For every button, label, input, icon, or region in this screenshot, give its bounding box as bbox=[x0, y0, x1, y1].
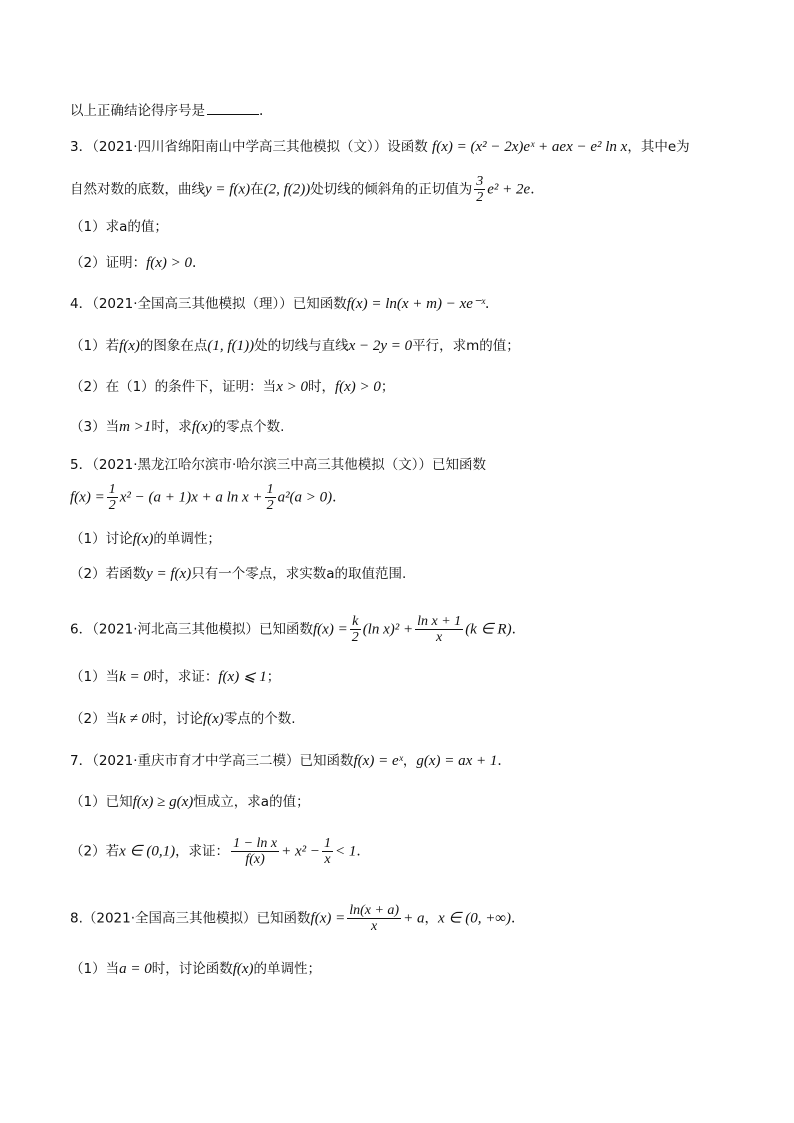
period: . bbox=[356, 843, 361, 860]
text: 时，讨论函数 bbox=[151, 961, 233, 977]
text: （2）若 bbox=[70, 843, 120, 860]
question-6-part-1 bbox=[70, 668, 734, 687]
answer-blank bbox=[207, 114, 259, 115]
denominator: f(x) bbox=[231, 851, 279, 867]
text: ； bbox=[266, 669, 281, 685]
math: a²(a > 0) bbox=[277, 489, 333, 506]
math: k ≠ 0 bbox=[119, 711, 149, 727]
numerator: 1 bbox=[266, 482, 274, 497]
math: f(x) = bbox=[310, 910, 346, 927]
math: f(x) > 0 bbox=[146, 255, 193, 271]
question-5-part-1 bbox=[70, 530, 734, 549]
numerator: 1 − ln x bbox=[233, 836, 278, 851]
question-4-source: 4．（2021·全国高三其他模拟（理））已知函数 bbox=[70, 296, 347, 312]
denominator: 2 bbox=[108, 498, 116, 514]
math: a = 0 bbox=[119, 961, 152, 977]
math: (ln x)² + bbox=[362, 621, 414, 638]
math: f(x) = bbox=[313, 621, 348, 638]
numerator: ln x + 1 bbox=[417, 614, 462, 629]
text: （1）当 bbox=[70, 961, 120, 977]
question-4-part-3 bbox=[70, 418, 734, 437]
text: （3）当 bbox=[70, 419, 120, 435]
fraction bbox=[350, 614, 361, 646]
fraction bbox=[231, 836, 279, 868]
math: (1, f(1)) bbox=[207, 338, 255, 354]
math: g(x) = ax + 1 bbox=[416, 753, 498, 769]
math: + x² − bbox=[281, 843, 321, 860]
text: 的零点个数. bbox=[212, 419, 285, 435]
math: f(x) bbox=[132, 531, 154, 547]
question-5-function bbox=[70, 482, 734, 514]
question-5-header: 5．（2021·黑龙江哈尔滨市·哈尔滨三中高三其他模拟（文））已知函数 bbox=[70, 457, 487, 473]
period: . bbox=[511, 621, 516, 638]
math: f(x) bbox=[191, 419, 213, 435]
text: 时， bbox=[307, 379, 335, 395]
fraction bbox=[347, 903, 401, 935]
text: （2）证明： bbox=[70, 255, 147, 271]
math: f(x) bbox=[232, 961, 254, 977]
text: ， bbox=[402, 753, 417, 769]
fraction bbox=[265, 482, 276, 514]
math: f(x) = bbox=[70, 489, 105, 506]
question-3-part-2 bbox=[70, 254, 734, 273]
period: . bbox=[485, 296, 490, 312]
question-6-source: 6．（2021·河北高三其他模拟）已知函数 bbox=[70, 621, 313, 638]
math: (2, f(2)) bbox=[263, 181, 311, 198]
period: . bbox=[259, 103, 264, 119]
question-8-header bbox=[70, 903, 734, 935]
question-3-source: 3．（2021·四川省绵阳南山中学高三其他模拟（文））设函数 bbox=[70, 139, 428, 155]
math: + a bbox=[403, 910, 425, 927]
question-3-function: f(x) = (x² − 2x)eˣ + aex − e² ln x bbox=[432, 139, 628, 155]
text: ； bbox=[380, 379, 395, 395]
denominator: x bbox=[347, 918, 401, 934]
period: . bbox=[332, 489, 337, 506]
fraction bbox=[474, 174, 485, 206]
numerator: ln(x + a) bbox=[349, 903, 400, 918]
denominator: 2 bbox=[476, 190, 484, 206]
text: （1）已知 bbox=[70, 794, 133, 810]
text: 恒成立，求a的值； bbox=[193, 794, 310, 810]
text: （2）当 bbox=[70, 711, 120, 727]
math: x − 2y = 0 bbox=[348, 338, 413, 354]
math: f(x) bbox=[119, 338, 140, 354]
math: x > 0 bbox=[276, 379, 308, 395]
period: . bbox=[530, 181, 535, 198]
question-3-tail: ，其中e为 bbox=[627, 139, 690, 155]
text: 的图象在点 bbox=[139, 338, 208, 354]
question-7-source: 7．（2021·重庆市育才中学高三二模）已知函数 bbox=[70, 753, 354, 769]
fraction bbox=[322, 836, 333, 868]
text: 零点的个数. bbox=[223, 711, 296, 727]
text: ， bbox=[424, 910, 438, 927]
math: m >1 bbox=[119, 419, 152, 435]
math: k = 0 bbox=[119, 669, 151, 685]
text: （2）在（1）的条件下，证明：当 bbox=[70, 379, 277, 395]
denominator: x bbox=[415, 629, 463, 645]
question-7-part-2 bbox=[70, 836, 734, 868]
text: 在 bbox=[250, 181, 264, 198]
denominator: 2 bbox=[351, 630, 359, 646]
text: （2）若函数 bbox=[70, 566, 147, 582]
fraction bbox=[107, 482, 118, 514]
text: 时，讨论 bbox=[148, 711, 203, 727]
text: 处切线的倾斜角的正切值为 bbox=[310, 181, 473, 198]
math: f(x) ≥ g(x) bbox=[132, 794, 194, 810]
text: （1）若 bbox=[70, 338, 120, 354]
math: y = f(x) bbox=[146, 566, 192, 582]
question-8-part-1 bbox=[70, 960, 734, 979]
text: （1）当 bbox=[70, 669, 120, 685]
math: e² + 2e bbox=[487, 181, 531, 198]
math: < 1 bbox=[335, 843, 357, 860]
question-7-header bbox=[70, 752, 734, 771]
denominator: x bbox=[322, 851, 333, 867]
period: . bbox=[497, 753, 502, 769]
intro-text: 以上正确结论得序号是 bbox=[70, 103, 205, 119]
math: x ∈ (0,1) bbox=[119, 843, 176, 860]
text: 的单调性； bbox=[153, 531, 221, 547]
text-line bbox=[70, 103, 734, 120]
math: f(x) bbox=[202, 711, 224, 727]
text: 时，求证： bbox=[150, 669, 219, 685]
numerator: 1 bbox=[108, 482, 116, 497]
question-4-part-1 bbox=[70, 337, 734, 356]
question-6-header bbox=[70, 614, 734, 646]
math: x² − (a + 1)x + a ln x + bbox=[119, 489, 263, 506]
math: x ∈ (0, +∞) bbox=[437, 910, 511, 927]
math: f(x) > 0 bbox=[334, 379, 381, 395]
question-6-part-2 bbox=[70, 710, 734, 729]
text: 平行，求m的值； bbox=[412, 338, 520, 354]
math: f(x) = eˣ bbox=[353, 753, 403, 769]
question-3-part-1: （1）求a的值； bbox=[70, 219, 168, 235]
question-3-header bbox=[70, 138, 734, 157]
denominator: 2 bbox=[266, 498, 274, 514]
period: . bbox=[192, 255, 197, 271]
numerator: 1 bbox=[324, 836, 332, 851]
question-7-part-1 bbox=[70, 793, 734, 812]
text: 自然对数的底数，曲线 bbox=[70, 181, 205, 198]
text: （1）讨论 bbox=[70, 531, 133, 547]
fraction bbox=[415, 614, 463, 646]
math: (k ∈ R) bbox=[465, 621, 512, 638]
numerator: k bbox=[352, 614, 359, 629]
question-4-header bbox=[70, 295, 734, 314]
text: ，求证： bbox=[175, 843, 230, 860]
question-3-line-2 bbox=[70, 174, 734, 206]
text: 时，求 bbox=[151, 419, 192, 435]
math: f(x) ⩽ 1 bbox=[218, 669, 267, 685]
question-4-part-2 bbox=[70, 378, 734, 397]
numerator: 3 bbox=[476, 174, 484, 189]
question-5-part-2 bbox=[70, 565, 734, 584]
math: y = f(x) bbox=[205, 181, 251, 198]
text: 处的切线与直线 bbox=[254, 338, 349, 354]
text: 只有一个零点，求实数a的取值范围. bbox=[191, 566, 407, 582]
question-4-function: f(x) = ln(x + m) − xe⁻ˣ bbox=[346, 296, 486, 312]
period: . bbox=[511, 910, 516, 927]
question-8-source: 8.（2021·全国高三其他模拟）已知函数 bbox=[70, 910, 311, 927]
text: 的单调性； bbox=[253, 961, 322, 977]
